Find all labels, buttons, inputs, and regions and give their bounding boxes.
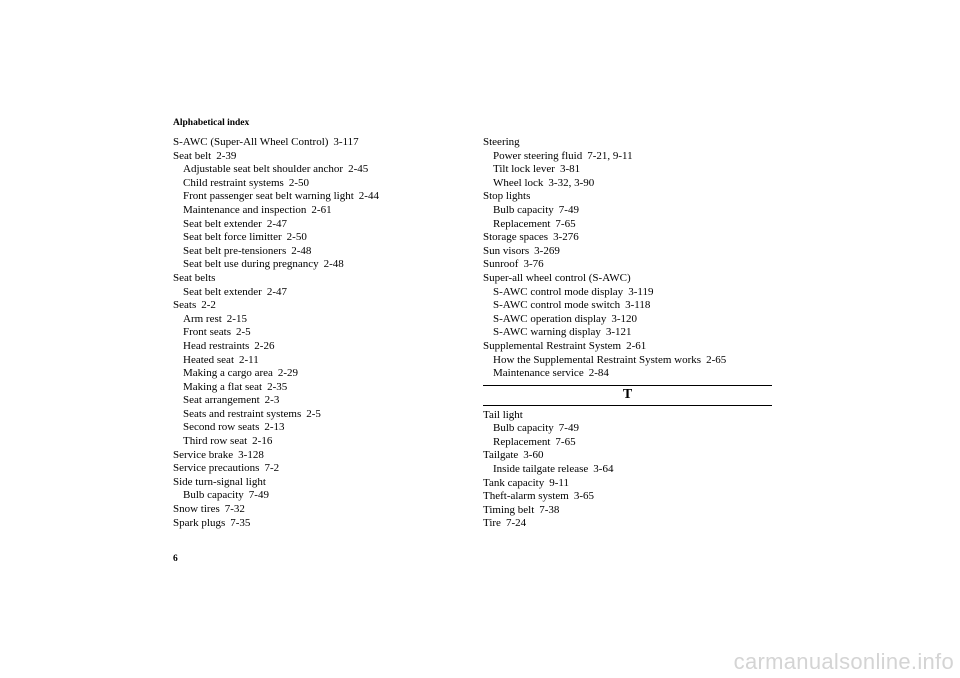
index-entry-term: Seat belt — [173, 149, 212, 162]
index-entry-page-ref: 2-65 — [706, 353, 727, 366]
index-entry-page-ref: 7-49 — [558, 203, 579, 216]
index-entry-term: Tailgate — [483, 449, 519, 462]
index-entry — [483, 136, 772, 150]
index-entry-term: Child restraint systems — [183, 176, 284, 189]
index-entry — [173, 218, 463, 232]
index-entry-page-ref: 2-13 — [264, 421, 285, 434]
index-entry-term: Making a flat seat — [183, 380, 263, 393]
index-entry-term: Tire — [483, 517, 501, 530]
index-entry-term: Second row seats — [183, 421, 260, 434]
index-entry — [483, 463, 772, 477]
index-entry-page-ref: 2-48 — [291, 244, 312, 257]
index-entry-term: Seats — [173, 299, 197, 312]
index-entry — [483, 204, 772, 218]
index-entry-term: Replacement — [493, 435, 551, 448]
index-entry — [483, 190, 772, 204]
right-index-entries-t — [483, 409, 772, 531]
index-entry-term: Replacement — [493, 217, 551, 230]
index-entry-page-ref: 3-60 — [523, 449, 544, 462]
index-entry-term: Seat belt use during pregnancy — [183, 258, 319, 271]
index-entry — [483, 163, 772, 177]
index-entry-page-ref: 3-121 — [605, 326, 632, 339]
index-entry — [483, 517, 772, 531]
index-entry — [483, 245, 772, 259]
index-entry — [483, 299, 772, 313]
index-entry — [173, 489, 463, 503]
index-entry — [173, 231, 463, 245]
index-entry — [483, 490, 772, 504]
index-entry-term: Arm rest — [183, 312, 222, 325]
index-entry-page-ref: 2-48 — [323, 258, 344, 271]
index-entry-term: Timing belt — [483, 503, 535, 516]
index-entry — [483, 409, 772, 423]
index-entry-term: Power steering fluid — [493, 149, 583, 162]
index-entry-term: Side turn-signal light — [173, 475, 266, 488]
index-entry-term: Steering — [483, 136, 520, 148]
index-entry-page-ref: 9-11 — [549, 476, 569, 489]
index-entry — [173, 286, 463, 300]
index-entry-page-ref: 7-65 — [555, 217, 576, 230]
index-entry — [173, 326, 463, 340]
index-entry-term: Head restraints — [183, 339, 250, 352]
index-entry — [173, 462, 463, 476]
index-entry — [483, 258, 772, 272]
index-entry-page-ref: 2-61 — [626, 339, 647, 352]
index-entry-term: Inside tailgate release — [493, 463, 589, 476]
index-entry-page-ref: 3-128 — [238, 448, 264, 461]
index-entry-term: Adjustable seat belt shoulder anchor — [183, 163, 344, 176]
index-entry-page-ref: 3-65 — [573, 490, 595, 503]
index-entry — [483, 177, 772, 191]
index-entry-page-ref: 2-5 — [306, 407, 321, 420]
index-entry-term: Seat belt force limitter — [183, 231, 282, 244]
left-index-column — [173, 136, 463, 530]
index-entry-page-ref: 2-50 — [286, 231, 307, 244]
index-entry-term: Front passenger seat belt warning light — [183, 190, 354, 203]
index-entry-term: Wheel lock — [493, 176, 544, 189]
index-entry-page-ref: 3-119 — [628, 285, 654, 298]
index-entry — [173, 421, 463, 435]
index-entry — [173, 381, 463, 395]
index-entry — [173, 340, 463, 354]
index-entry-page-ref: 7-49 — [248, 489, 269, 502]
index-entry — [483, 313, 772, 327]
index-entry-term: Storage spaces — [483, 231, 549, 244]
index-entry — [483, 449, 772, 463]
index-entry-page-ref: 7-65 — [555, 435, 576, 448]
index-entry-term: Heated seat — [183, 353, 234, 366]
index-entry — [173, 299, 463, 313]
index-entry-page-ref: 3-118 — [625, 299, 651, 312]
index-entry — [173, 177, 463, 191]
index-entry-term: Third row seat — [183, 435, 248, 448]
index-entry-term: Seat belt extender — [183, 217, 262, 230]
index-entry-page-ref: 7-24 — [505, 517, 527, 530]
index-entry-page-ref: 2-47 — [266, 217, 287, 230]
index-entry-page-ref: 7-2 — [264, 462, 280, 475]
index-entry-term: Bulb capacity — [183, 489, 244, 502]
index-entry-page-ref: 7-21, 9-11 — [587, 149, 633, 162]
index-entry-term: Maintenance and inspection — [183, 203, 307, 216]
index-entry-term: Sun visors — [483, 244, 530, 257]
index-entry-term: S-AWC control mode display — [493, 285, 624, 298]
index-entry-page-ref: 2-15 — [226, 312, 247, 325]
index-entry — [483, 367, 772, 381]
index-entry-term: S-AWC warning display — [493, 326, 601, 339]
index-entry-term: S-AWC operation display — [493, 312, 607, 325]
index-entry — [483, 340, 772, 354]
index-entry — [483, 272, 772, 286]
index-entry-page-ref: 2-26 — [254, 339, 275, 352]
right-index-entries-s — [483, 136, 772, 381]
index-entry — [173, 272, 463, 286]
index-entry — [173, 435, 463, 449]
index-entry — [483, 326, 772, 340]
index-entry — [173, 313, 463, 327]
index-entry — [173, 449, 463, 463]
index-entry — [173, 408, 463, 422]
index-entry-page-ref: 3-117 — [333, 136, 359, 148]
index-entry-page-ref: 2-2 — [201, 299, 216, 312]
index-entry — [173, 517, 463, 531]
index-entry — [173, 476, 463, 490]
index-entry-page-ref: 2-5 — [235, 326, 251, 339]
index-entry-term: Bulb capacity — [493, 203, 554, 216]
index-entry — [483, 218, 772, 232]
index-entry-page-ref: 7-38 — [539, 503, 560, 516]
section-letter-t: T — [483, 385, 772, 406]
index-entry-term: Seats and restraint systems — [183, 407, 302, 420]
index-entry-page-ref: 3-276 — [553, 231, 579, 244]
index-entry-page-ref: 3-76 — [523, 258, 544, 271]
index-entry-term: Seat arrangement — [183, 394, 260, 407]
index-entry-page-ref: 2-16 — [252, 435, 273, 448]
index-entry-term: Seat belts — [173, 271, 216, 284]
index-entry — [483, 422, 772, 436]
index-entry-term: Snow tires — [173, 503, 220, 516]
index-entry-page-ref: 2-47 — [266, 285, 287, 298]
watermark-logo: carmanualsonline.info — [733, 649, 954, 674]
index-entry — [483, 286, 772, 300]
index-entry-term: Tail light — [483, 408, 523, 421]
index-entry — [173, 258, 463, 272]
index-entry-term: Spark plugs — [173, 516, 226, 529]
index-entry-page-ref: 3-120 — [611, 312, 638, 325]
index-entry-page-ref: 2-39 — [216, 149, 237, 162]
index-entry — [173, 190, 463, 204]
index-header: Alphabetical index — [173, 118, 250, 128]
index-entry-page-ref: 2-84 — [588, 367, 609, 380]
index-entry-term: Tank capacity — [483, 476, 545, 489]
index-entry — [173, 136, 463, 150]
index-entry — [483, 477, 772, 491]
index-entry-page-ref: 2-3 — [264, 394, 280, 407]
index-entry-page-ref: 7-35 — [230, 516, 251, 529]
index-entry-page-ref: 2-11 — [239, 353, 259, 366]
index-entry-term: S-AWC (Super-All Wheel Control) — [173, 136, 329, 148]
index-entry — [483, 436, 772, 450]
index-entry-page-ref: 3-269 — [534, 244, 560, 257]
index-entry-term: S-AWC control mode switch — [493, 299, 621, 312]
index-entry — [173, 204, 463, 218]
index-entry-term: Theft-alarm system — [483, 490, 569, 503]
index-entry-term: Seat belt pre-tensioners — [183, 244, 287, 257]
index-entry — [173, 163, 463, 177]
index-entry-term: Front seats — [183, 326, 231, 339]
index-entry — [173, 503, 463, 517]
index-entry-term: Super-all wheel control (S-AWC) — [483, 271, 631, 284]
index-entry — [173, 394, 463, 408]
index-entry-term: Bulb capacity — [493, 422, 554, 435]
index-entry-term: Seat belt extender — [183, 285, 262, 298]
index-entry-page-ref: 2-44 — [358, 190, 379, 203]
index-entry-term: Stop lights — [483, 190, 531, 203]
index-entry — [173, 150, 463, 164]
index-entry — [173, 245, 463, 259]
index-entry-page-ref: 7-49 — [558, 422, 579, 435]
index-entry-term: Supplemental Restraint System — [483, 339, 622, 352]
index-entry-term: Making a cargo area — [183, 367, 273, 380]
index-entry-term: Tilt lock lever — [493, 163, 555, 176]
index-entry-term: Sunroof — [483, 258, 519, 271]
index-entry — [173, 367, 463, 381]
index-entry-page-ref: 2-29 — [277, 367, 299, 380]
index-entry — [483, 231, 772, 245]
index-entry — [483, 150, 772, 164]
index-entry-page-ref: 2-45 — [348, 163, 369, 176]
index-entry-page-ref: 2-35 — [267, 380, 288, 393]
index-entry-term: Service precautions — [173, 462, 260, 475]
right-index-column — [483, 136, 772, 531]
index-entry-page-ref: 2-50 — [288, 176, 309, 189]
index-entry — [483, 504, 772, 518]
index-entry-term: How the Supplemental Restraint System works — [493, 353, 702, 366]
index-entry-page-ref: 7-32 — [224, 503, 245, 516]
index-entry — [483, 354, 772, 368]
page-number: 6 — [173, 554, 178, 564]
index-entry-term: Service brake — [173, 448, 234, 461]
index-entry-term: Maintenance service — [493, 367, 584, 380]
index-entry-page-ref: 2-61 — [311, 203, 332, 216]
index-entry — [173, 354, 463, 368]
index-entry-page-ref: 3-64 — [593, 463, 614, 476]
index-entry-page-ref: 3-81 — [559, 163, 581, 176]
index-entry-page-ref: 3-32, 3-90 — [548, 176, 595, 189]
